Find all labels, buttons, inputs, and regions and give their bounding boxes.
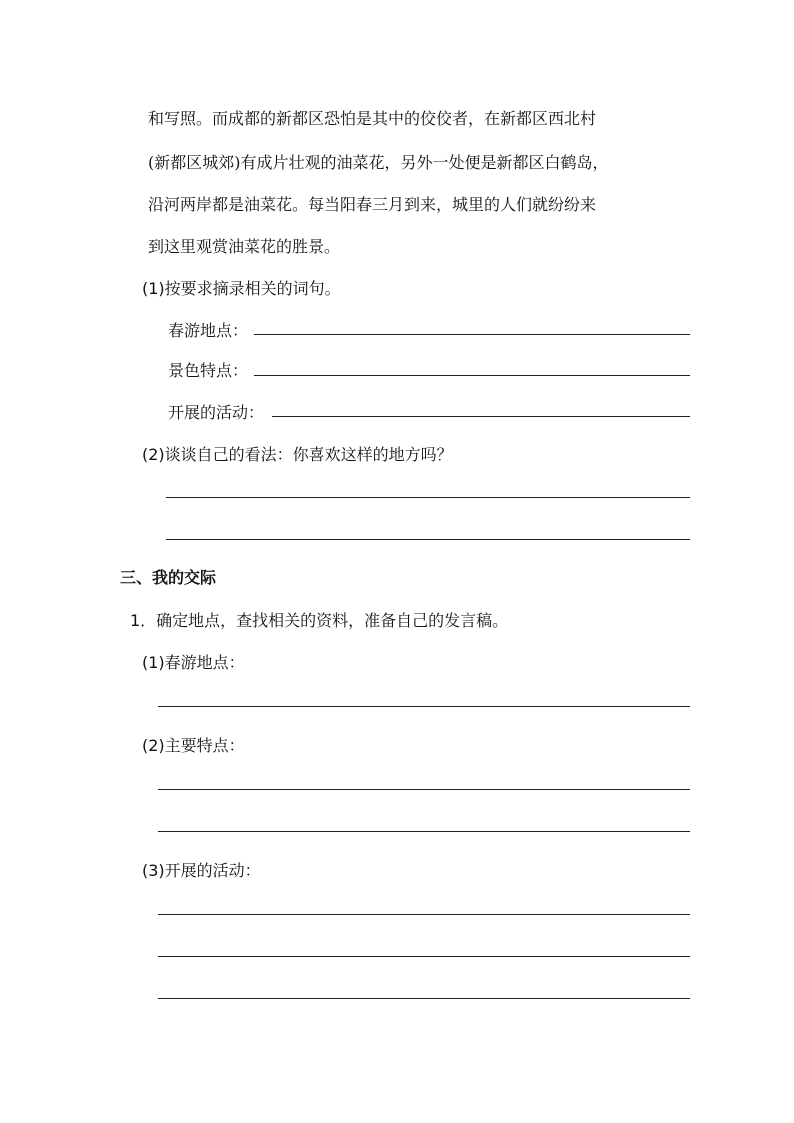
passage-line-3: 沿河两岸都是油菜花。每当阳春三月到来，城里的人们就纷纷来 <box>148 195 597 214</box>
passage-line-1: 和写照。而成都的新都区恐怕是其中的佼佼者，在新都区西北村 <box>148 109 597 128</box>
question-1-label: (1)按要求摘录相关的词句。 <box>142 279 341 298</box>
answer-line-opinion-2[interactable] <box>166 539 690 540</box>
section-3-heading: 三、我的交际 <box>120 568 217 587</box>
answer-line-opinion-1[interactable] <box>166 497 690 498</box>
question-2-label: (2)谈谈自己的看法：你喜欢这样的地方吗？ <box>142 445 453 464</box>
passage-line-2: (新都区城郊)有成片壮观的油菜花，另外一处便是新都区白鹤岛， <box>148 153 609 172</box>
field-label-spring-location: 春游地点： <box>168 321 249 340</box>
field-label-scenery-features: 景色特点： <box>168 361 249 380</box>
answer-line-location[interactable] <box>158 706 690 707</box>
answer-line-activities-1[interactable] <box>158 914 690 915</box>
passage-line-4: 到这里观赏油菜花的胜景。 <box>148 237 341 256</box>
subquestion-main-features: (2)主要特点： <box>142 736 245 755</box>
answer-line-activities[interactable] <box>272 416 690 417</box>
field-label-activities: 开展的活动： <box>168 403 265 422</box>
section-3-item-1: 1．确定地点，查找相关的资料，准备自己的发言稿。 <box>130 611 509 630</box>
answer-line-activities-2[interactable] <box>158 956 690 957</box>
answer-line-features-2[interactable] <box>158 831 690 832</box>
answer-line-features-1[interactable] <box>158 789 690 790</box>
answer-line-activities-3[interactable] <box>158 998 690 999</box>
answer-line-spring-location[interactable] <box>254 334 690 335</box>
subquestion-activities: (3)开展的活动： <box>142 861 261 880</box>
subquestion-spring-location: (1)春游地点： <box>142 653 245 672</box>
answer-line-scenery-features[interactable] <box>254 375 690 376</box>
